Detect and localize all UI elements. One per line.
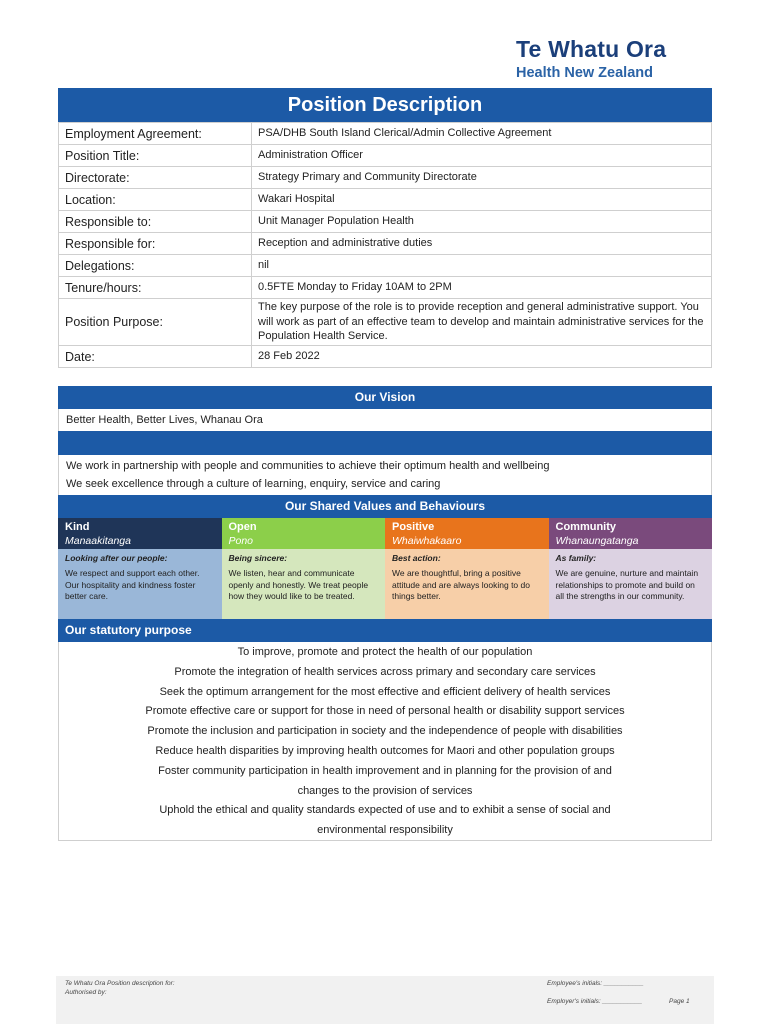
statutory-line: Promote effective care or support for those in need of personal health or disability support services [145,705,625,718]
value-maori: Pono [228,535,254,547]
mission-line: We work in partnership with people and communities to achieve their optimum health and wellbeing [66,460,550,472]
value-maori: Whanaungatanga [555,535,639,547]
value-description: We are thoughtful, bring a positive attitude and are always looking to do things better. [392,568,530,601]
statutory-line: To improve, promote and protect the health of our population [237,646,533,658]
table-row [59,277,712,299]
statutory-line: changes to the provision of services [297,784,473,797]
statutory-line: environmental responsibility [317,824,453,837]
value-body [222,549,386,619]
value-description: We respect and support each other. Our hospitality and kindness foster better care. [65,568,200,601]
value-community [549,518,713,619]
mission-text [58,455,712,495]
te-whatu-ora-logo [516,36,666,82]
row-value: Reception and administrative duties [252,233,712,255]
value-kind [58,518,222,619]
value-subtitle: Being sincere: [228,553,288,563]
table-row [59,211,712,233]
value-subtitle: As family: [555,553,597,563]
table-row [59,189,712,211]
statutory-list [58,642,712,841]
value-description: We listen, hear and communicate openly and honestly. We treat people how they would like to be treated. [228,568,369,601]
value-subtitle: Looking after our people: [65,553,168,563]
row-value: nil [252,255,712,277]
row-value: Unit Manager Population Health [252,211,712,233]
row-value: Wakari Hospital [252,189,712,211]
values-grid [58,518,712,619]
value-name: Open [228,521,257,533]
footer-authorised-by: Authorised by: [65,989,107,996]
mission-line: We seek excellence through a culture of learning, enquiry, service and caring [66,478,441,490]
row-label: Delegations: [59,255,252,277]
vision-heading: Our Vision [58,386,712,409]
statutory-line: Seek the optimum arrangement for the most effective and efficient delivery of health services [159,685,611,698]
value-positive [385,518,549,619]
statutory-line: Reduce health disparities by improving health outcomes for Maori and other population groups [155,744,615,757]
value-body [385,549,549,619]
table-row [59,167,712,189]
value-description: We are genuine, nurture and maintain relationships to promote and build on all the strengths in our community. [555,568,699,601]
table-row [59,145,712,167]
footer-page-number: Page 1 [669,998,690,1005]
statutory-heading: Our statutory purpose [58,619,712,642]
value-name: Positive [392,521,435,533]
vision-text: Better Health, Better Lives, Whanau Ora [58,409,712,431]
row-label: Date: [59,346,252,368]
values-heading: Our Shared Values and Behaviours [58,495,712,518]
value-maori: Whaiwhakaaro [392,535,462,547]
position-details-table [58,122,712,368]
table-row [59,299,712,346]
row-label: Responsible for: [59,233,252,255]
statutory-line: Foster community participation in health improvement and in planning for the provision of and [158,764,612,777]
statutory-line: Uphold the ethical and quality standards expected of use and to exhibit a sense of social and [159,804,611,817]
footer-employer-initials: Employer's initials: ___________ [547,998,643,1005]
value-maori: Manaakitanga [65,535,131,547]
value-name: Kind [65,521,90,533]
value-header [58,518,222,549]
statutory-line: Promote the inclusion and participation in society and the independence of people with disabilities [147,725,623,738]
row-label: Location: [59,189,252,211]
value-header [385,518,549,549]
value-header [222,518,386,549]
row-value: Strategy Primary and Community Directorate [252,167,712,189]
logo-title: Te Whatu Ora [516,36,667,62]
value-open [222,518,386,619]
row-value: PSA/DHB South Island Clerical/Admin Collective Agreement [252,123,712,145]
row-value: 28 Feb 2022 [252,346,712,368]
table-row [59,346,712,368]
row-label: Directorate: [59,167,252,189]
value-header [549,518,713,549]
row-label: Position Purpose: [59,299,252,346]
row-value: Administration Officer [252,145,712,167]
row-value: 0.5FTE Monday to Friday 10AM to 2PM [252,277,712,299]
value-body [549,549,713,619]
position-description-title: Position Description [58,88,712,122]
row-value: The key purpose of the role is to provide reception and general administrative support. You will work as part of an effective team to develop and maintain administrative services for the Population Health Service. [252,299,712,346]
statutory-line: Promote the integration of health services across primary and secondary care services [174,665,596,678]
value-subtitle: Best action: [392,553,441,563]
row-label: Responsible to: [59,211,252,233]
footer-employee-initials: Employee's initials: ___________ [547,980,644,987]
value-name: Community [555,521,616,533]
table-row [59,255,712,277]
table-row [59,123,712,145]
row-label: Employment Agreement: [59,123,252,145]
footer-description-for: Te Whatu Ora Position description for: [65,980,175,987]
mission-heading-bar [58,431,712,455]
table-row [59,233,712,255]
value-body [58,549,222,619]
page-footer [56,976,714,1024]
logo-subtitle: Health New Zealand [516,65,653,81]
row-label: Tenure/hours: [59,277,252,299]
row-label: Position Title: [59,145,252,167]
